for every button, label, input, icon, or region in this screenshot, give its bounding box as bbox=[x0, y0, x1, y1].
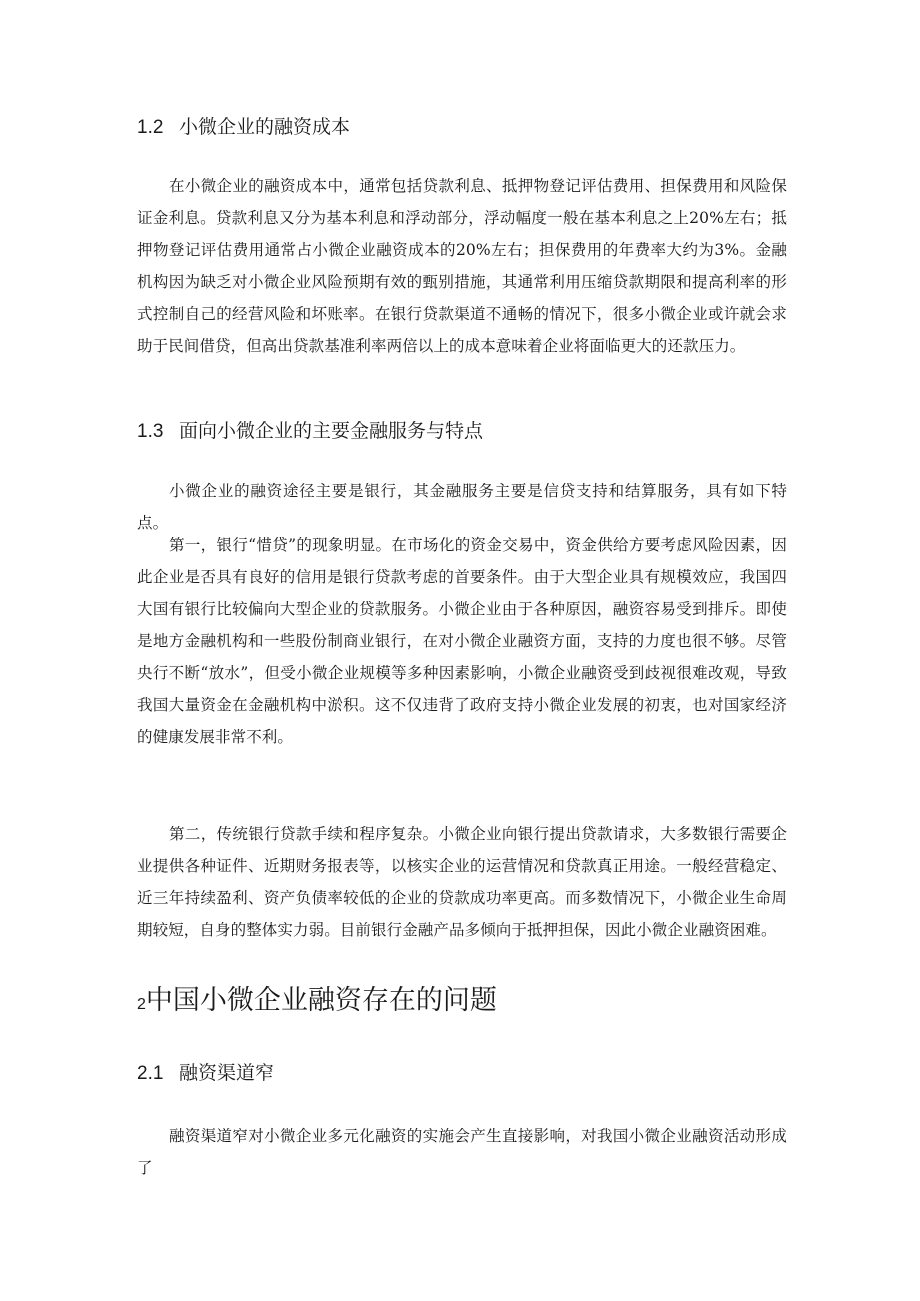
chapter-2-heading bbox=[137, 984, 497, 1022]
section-title: 融资渠道窄 bbox=[179, 1062, 275, 1084]
section-number: 2.1 bbox=[137, 1063, 164, 1084]
paragraph-intro: 小微企业的融资途径主要是银行，其金融服务主要是信贷支持和结算服务，具有如下特点。 bbox=[137, 482, 787, 532]
paragraph-point-2: 第二，传统银行贷款手续和程序复杂。小微企业向银行提出贷款请求，大多数银行需要企业提供各种证件、近期财务报表等，以核实企业的运营情况和贷款真正用途。一般经营稳定、近三年持续盈利、资产负债率较低的企业的贷款成功率更高。而多数情况下，小微企业生命周期较短，自身的整体实力弱。目前银行金融产品多倾向于抵押担保，因此小微企业融资困难。 bbox=[137, 825, 787, 939]
section-1-3-heading bbox=[137, 418, 483, 445]
section-2-1-heading bbox=[137, 1060, 274, 1087]
section-title: 小微企业的融资成本 bbox=[179, 116, 351, 138]
section-title: 面向小微企业的主要金融服务与特点 bbox=[179, 420, 484, 442]
paragraph-financing-cost: 在小微企业的融资成本中，通常包括贷款利息、抵押物登记评估费用、担保费用和风险保证金利息。贷款利息又分为基本利息和浮动部分，浮动幅度一般在基本利息之上20%左右；抵押物登记评估费用通常占小微企业融资成本的20%左右；担保费用的年费率大约为3%。金融机构因为缺乏对小微企业风险预期有效的甄别措施，其通常利用压缩贷款期限和提高利率的形式控制自己的经营风险和坏账率。在银行贷款渠道不通畅的情况下，很多小微企业或许就会求助于民间借贷，但高出贷款基准利率两倍以上的成本意味着企业将面临更大的还款压力。 bbox=[137, 177, 787, 355]
paragraph-narrow-channels: 融资渠道窄对小微企业多元化融资的实施会产生直接影响，对我国小微企业融资活动形成了 bbox=[137, 1127, 787, 1177]
section-1-2-heading bbox=[137, 114, 350, 141]
chapter-number: 2 bbox=[137, 996, 146, 1013]
chapter-title: 中国小微企业融资存在的问题 bbox=[145, 985, 497, 1016]
paragraph-point-1: 第一，银行“惜贷”的现象明显。在市场化的资金交易中，资金供给方要考虑风险因素，因此企业是否具有良好的信用是银行贷款考虑的首要条件。由于大型企业具有规模效应，我国四大国有银行比较偏向大型企业的贷款服务。小微企业由于各种原因，融资容易受到排斥。即使是地方金融机构和一些股份制商业银行，在对小微企业融资方面，支持的力度也很不够。尽管央行不断“放水”，但受小微企业规模等多种因素影响，小微企业融资受到歧视很难改观，导致我国大量资金在金融机构中淤积。这不仅违背了政府支持小微企业发展的初衷，也对国家经济的健康发展非常不利。 bbox=[137, 536, 787, 746]
section-number: 1.2 bbox=[137, 117, 164, 138]
section-number: 1.3 bbox=[137, 421, 164, 442]
